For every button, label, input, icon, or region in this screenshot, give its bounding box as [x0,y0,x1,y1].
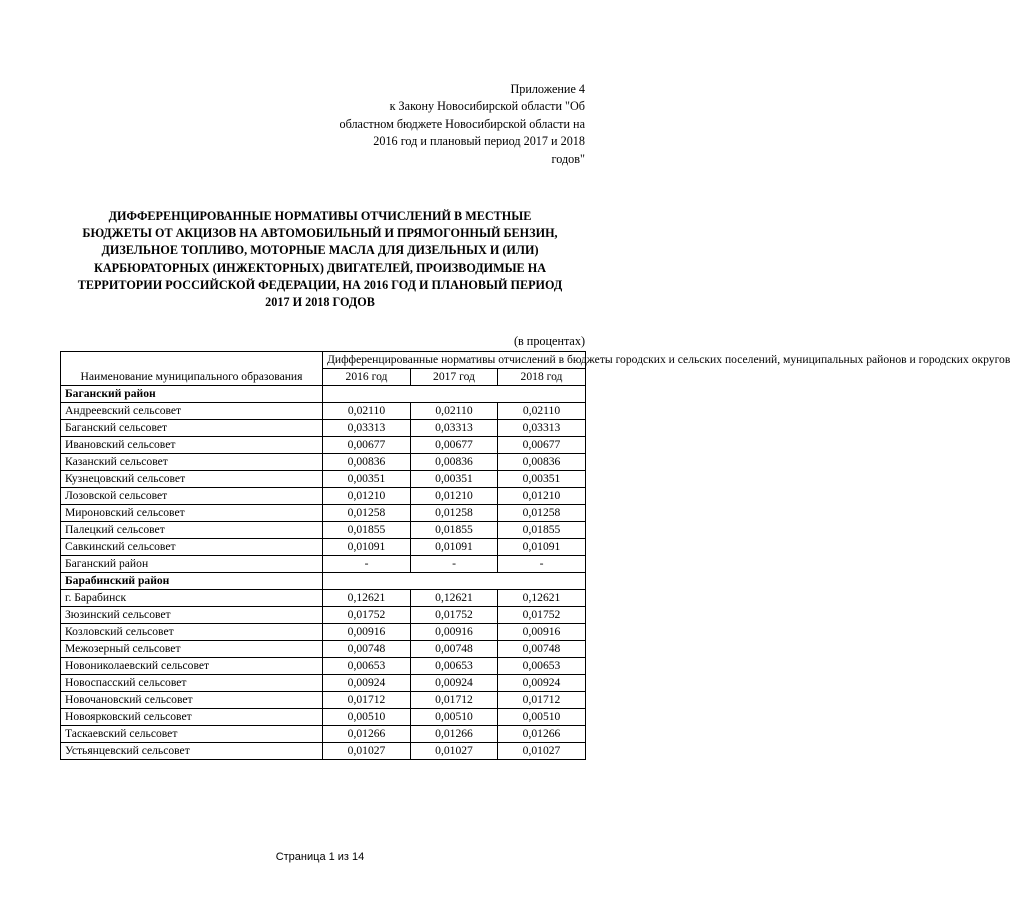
norm-value-2017: - [411,556,498,573]
units-note: (в процентах) [513,334,585,348]
norm-value-2016: 0,00351 [323,471,411,488]
appendix-line: областном бюджете Новосибирской области на [339,116,585,131]
municipality-name: Палецкий сельсовет [61,522,323,539]
norm-value-2018: 0,02110 [498,403,586,420]
year-header-2018: 2018 год [498,369,586,386]
norm-value-2018: 0,00510 [498,709,586,726]
title-line: 2017 И 2018 ГОДОВ [265,295,375,310]
municipality-name: Новоярковский сельсовет [61,709,323,726]
municipality-name: Межозерный сельсовет [61,641,323,658]
norm-value-2018: 0,00351 [498,471,586,488]
title-line: ДИФФЕРЕНЦИРОВАННЫЕ НОРМАТИВЫ ОТЧИСЛЕНИЙ В МЕСТНЫЕ [108,209,532,223]
norm-value-2018: 0,01855 [498,522,586,539]
norm-value-2016: 0,12621 [323,590,411,607]
norm-value-2016: 0,00916 [323,624,411,641]
municipality-name: Лозовской сельсовет [61,488,323,505]
municipality-name: Казанский сельсовет [61,454,323,471]
norm-value-2016: 0,01752 [323,607,411,624]
norm-value-2018: 0,00653 [498,658,586,675]
norm-value-2017: 0,01258 [411,505,498,522]
table-row [61,590,586,607]
norm-value-2018: 0,00916 [498,624,586,641]
table-row [61,539,586,556]
norm-value-2018: 0,01266 [498,726,586,743]
table-row [61,454,586,471]
norm-value-2016: 0,01027 [323,743,411,760]
norm-value-2017: 0,01266 [411,726,498,743]
district-empty-cell [323,386,586,403]
district-row [61,386,586,403]
table-row [61,641,586,658]
norm-value-2017: 0,00916 [411,624,498,641]
norm-value-2016: 0,01712 [323,692,411,709]
norm-value-2016: 0,01258 [323,505,411,522]
page-footer: Страница 1 из 14 [275,851,365,863]
norm-value-2018: 0,00677 [498,437,586,454]
norm-value-2017: 0,00924 [411,675,498,692]
municipality-name: Устьянцевский сельсовет [61,743,323,760]
norm-value-2017: 0,12621 [411,590,498,607]
norm-value-2017: 0,00836 [411,454,498,471]
norm-value-2017: 0,02110 [411,403,498,420]
district-row [61,573,586,590]
norm-value-2016: 0,03313 [323,420,411,437]
norm-value-2017: 0,00748 [411,641,498,658]
name-column-header: Наименование муниципального образования [61,352,323,386]
table-row [61,471,586,488]
norm-value-2017: 0,01855 [411,522,498,539]
title-line: БЮДЖЕТЫ ОТ АКЦИЗОВ НА АВТОМОБИЛЬНЫЙ И ПРЯМОГОННЫЙ БЕНЗИН, [82,226,558,241]
norm-value-2017: 0,01752 [411,607,498,624]
norm-value-2018: 0,00836 [498,454,586,471]
municipality-name: Козловский сельсовет [61,624,323,641]
norm-value-2016: 0,00510 [323,709,411,726]
appendix-line: 2016 год и плановый период 2017 и 2018 [373,134,585,149]
norm-value-2018: 0,01027 [498,743,586,760]
norm-value-2018: 0,01258 [498,505,586,522]
title-line: КАРБЮРАТОРНЫХ (ИНЖЕКТОРНЫХ) ДВИГАТЕЛЕЙ, ПРОИЗВОДИМЫЕ НА [93,260,546,275]
norm-value-2017: 0,01027 [411,743,498,760]
norm-value-2018: 0,00924 [498,675,586,692]
table-row [61,556,586,573]
district-name: Барабинский район [61,573,323,590]
table-row [61,488,586,505]
norm-value-2017: 0,01091 [411,539,498,556]
norm-value-2016: 0,01210 [323,488,411,505]
table-row [61,607,586,624]
table-row [61,403,586,420]
municipality-name: Баганский район [61,556,323,573]
municipality-name: Кузнецовский сельсовет [61,471,323,488]
norm-value-2017: 0,03313 [411,420,498,437]
appendix-note [285,81,585,168]
appendix-line: годов" [551,151,585,166]
table-row [61,692,586,709]
table-row [61,420,586,437]
table-row [61,726,586,743]
norm-value-2017: 0,00653 [411,658,498,675]
norms-group-header: Дифференцированные нормативы отчислений в бюджеты городских и сельских поселений, муниципальных районов и городских округов [323,352,586,369]
municipality-name: Новониколаевский сельсовет [61,658,323,675]
table-row [61,505,586,522]
table-row [61,709,586,726]
norms-table [60,351,1010,760]
document-title [60,208,580,311]
table-row [61,624,586,641]
norm-value-2017: 0,01210 [411,488,498,505]
norm-value-2018: 0,01210 [498,488,586,505]
norm-value-2018: 0,01091 [498,539,586,556]
norm-value-2018: 0,00748 [498,641,586,658]
norm-value-2017: 0,00510 [411,709,498,726]
norm-value-2016: 0,01266 [323,726,411,743]
municipality-name: Новочановский сельсовет [61,692,323,709]
municipality-name: Баганский сельсовет [61,420,323,437]
norm-value-2017: 0,00677 [411,437,498,454]
municipality-name: г. Барабинск [61,590,323,607]
district-empty-cell [323,573,586,590]
norm-value-2016: 0,00748 [323,641,411,658]
municipality-name: Мироновский сельсовет [61,505,323,522]
table-row [61,522,586,539]
municipality-name: Новоспасский сельсовет [61,675,323,692]
norm-value-2017: 0,00351 [411,471,498,488]
year-header-2016: 2016 год [323,369,411,386]
norm-value-2018: 0,03313 [498,420,586,437]
norm-value-2016: 0,00653 [323,658,411,675]
norm-value-2016: 0,02110 [323,403,411,420]
norm-value-2016: - [323,556,411,573]
district-name: Баганский район [61,386,323,403]
table-row [61,658,586,675]
table-row [61,437,586,454]
municipality-name: Андреевский сельсовет [61,403,323,420]
municipality-name: Таскаевский сельсовет [61,726,323,743]
norm-value-2018: 0,01712 [498,692,586,709]
norm-value-2016: 0,00836 [323,454,411,471]
appendix-line: к Закону Новосибирской области "Об [389,99,585,114]
norm-value-2018: 0,01752 [498,607,586,624]
norm-value-2016: 0,00924 [323,675,411,692]
title-line: ТЕРРИТОРИИ РОССИЙСКОЙ ФЕДЕРАЦИИ, НА 2016 ГОД И ПЛАНОВЫЙ ПЕРИОД [77,277,563,292]
appendix-line: Приложение 4 [510,82,585,96]
title-line: ДИЗЕЛЬНОЕ ТОПЛИВО, МОТОРНЫЕ МАСЛА ДЛЯ ДИЗЕЛЬНЫХ И (ИЛИ) [101,243,539,258]
norm-value-2016: 0,00677 [323,437,411,454]
municipality-name: Савкинский сельсовет [61,539,323,556]
norm-value-2017: 0,01712 [411,692,498,709]
municipality-name: Ивановский сельсовет [61,437,323,454]
table-row [61,675,586,692]
municipality-name: Зюзинский сельсовет [61,607,323,624]
year-header-2017: 2017 год [411,369,498,386]
norm-value-2018: 0,12621 [498,590,586,607]
norm-value-2018: - [498,556,586,573]
table-body [61,386,586,760]
table-row [61,743,586,760]
norm-value-2016: 0,01091 [323,539,411,556]
norm-value-2016: 0,01855 [323,522,411,539]
